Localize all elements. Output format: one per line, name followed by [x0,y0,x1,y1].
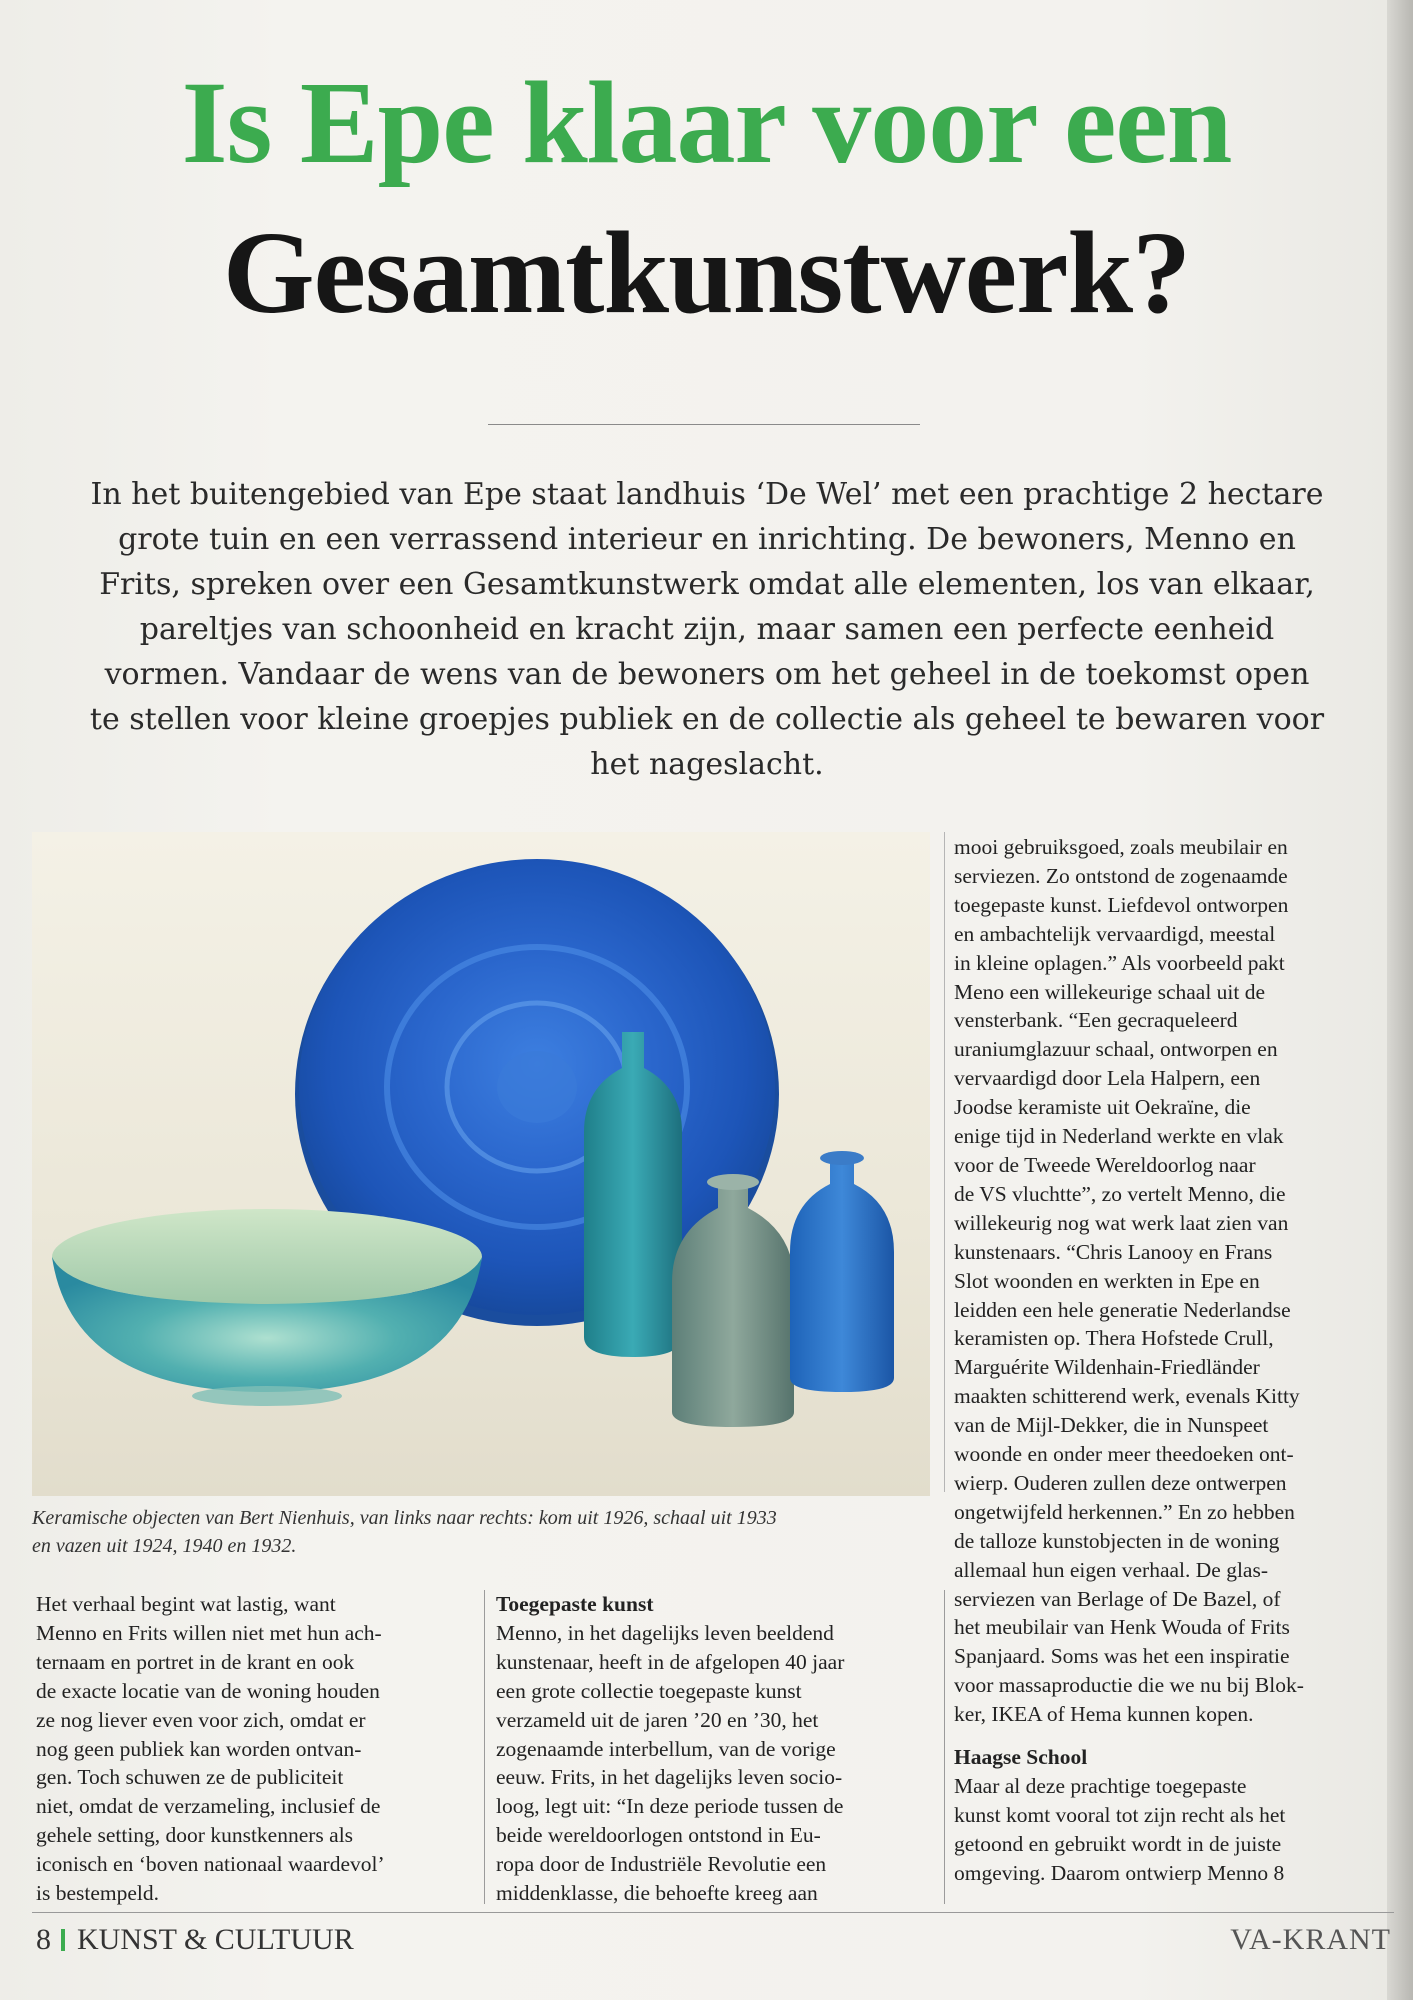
section-name: KUNST & CULTUUR [77,1923,354,1956]
column-divider [944,832,945,1492]
text-line: in kleine oplagen.” Als voorbeeld pakt [954,950,1285,975]
column-divider [944,1590,945,1904]
text-line: enige tijd in Nederland werkte en vlak [954,1124,1284,1149]
lead-line: het nageslacht. [590,747,824,782]
text-line: Menno en Frits willen niet met hun ach- [36,1620,382,1645]
text-line: nog geen publiek kan worden ontvan- [36,1736,362,1761]
article-column-1 [36,1590,476,1908]
page-number: 8 [36,1923,51,1956]
text-line: gehele setting, door kunstkenners als [36,1823,354,1848]
text-line: loog, legt uit: “In deze periode tussen de [496,1794,844,1819]
text-line: de exacte locatie van de woning houden [36,1678,380,1703]
text-line: zogenaamde interbellum, van de vorige [496,1736,836,1761]
text-line: is bestempeld. [36,1881,160,1906]
publication-name: VA-KRANT [1230,1923,1391,1956]
text-line: ker, IKEA of Hema kunnen kopen. [954,1702,1254,1727]
text-line: maakten schitterend werk, evenals Kitty [954,1384,1300,1409]
text-line: serviezen van Berlage of De Bazel, of [954,1586,1281,1611]
ceramics-illustration [32,832,930,1496]
text-line: keramisten op. Thera Hofstede Crull, [954,1326,1274,1351]
lead-line: grote tuin en een verrassend interieur en inrichting. De bewoners, Menno en [118,522,1296,557]
text-line: serviezen. Zo ontstond de zogenaamde [954,863,1288,888]
text-line: en ambachtelijk vervaardigd, meestal [954,921,1276,946]
footer-divider [32,1912,1394,1913]
text-line: ternaam en portret in de krant en ook [36,1649,355,1674]
text-line: gen. Toch schuwen ze de publiciteit [36,1765,344,1790]
lead-paragraph [26,472,1388,787]
text-line: mooi gebruiksgoed, zoals meubilair en [954,835,1288,859]
caption-line: en vazen uit 1924, 1940 en 1932. [32,1535,297,1557]
text-line: kunstenaars. “Chris Lanooy en Frans [954,1239,1273,1264]
text-line: Het verhaal begint wat lastig, want [36,1592,336,1616]
text-line: Joodse keramiste uit Oekraïne, die [954,1095,1251,1120]
text-line: uraniumglazuur schaal, ontworpen en [954,1037,1278,1062]
text-line: omgeving. Daarom ontwierp Menno 8 [954,1860,1285,1885]
footer-section-label [36,1920,354,1960]
headline-line-1: Is Epe klaar voor een [181,57,1232,188]
text-line: vensterbank. “Een gecraqueleerd [954,1008,1238,1033]
subheading-toegepaste-kunst: Toegepaste kunst [496,1592,654,1616]
text-line: Menno, in het dagelijks leven beeldend [496,1620,834,1645]
paragraph-gap [954,1729,1386,1743]
text-line: het meubilair van Henk Wouda of Frits [954,1615,1290,1640]
text-line: woonde en onder meer theedoeken ont- [954,1442,1294,1467]
text-line: beide wereldoorlogen ontstond in Eu- [496,1823,821,1848]
lead-line: pareltjes van schoonheid en kracht zijn, maar samen een perfecte eenheid [139,612,1275,647]
text-line: iconisch en ‘boven nationaal waardevol’ [36,1852,385,1877]
text-line: toegepaste kunst. Liefdevol ontworpen [954,892,1289,917]
bowl-inside [52,1209,482,1305]
text-line: voor de Tweede Wereldoorlog naar [954,1152,1256,1177]
lead-line: vormen. Vandaar de wens van de bewoners om het geheel in de toekomst open [104,657,1310,692]
text-line: willekeurig nog wat werk laat zien van [954,1210,1289,1235]
text-line: Slot woonden en werkten in Epe en [954,1268,1260,1293]
blue-vase [790,1158,894,1392]
subheading-haagse-school: Haagse School [954,1745,1088,1770]
photo-caption [32,1504,932,1560]
text-line: Maar al deze prachtige toegepaste [954,1774,1247,1798]
lead-line: Frits, spreken over een Gesamtkunstwerk omdat alle elementen, los van elkaar, [99,567,1315,602]
text-line: verzameld uit de jaren ’20 en ’30, het [496,1707,819,1732]
text-line: allemaal hun eigen verhaal. De glas- [954,1557,1268,1582]
headline-line-2: Gesamtkunstwerk? [222,207,1191,338]
text-line: Spanjaard. Soms was het een inspiratie [954,1644,1290,1669]
article-column-2 [496,1590,936,1908]
text-line: vervaardigd door Lela Halpern, een [954,1066,1261,1091]
lead-line: te stellen voor kleine groepjes publiek en de collectie als geheel te bewaren voor [89,702,1325,737]
ceramics-photo [32,832,930,1496]
text-line: een grote collectie toegepaste kunst [496,1678,802,1703]
text-line: kunst komt vooral tot zijn recht als het [954,1802,1286,1827]
text-line: de talloze kunstobjecten in de woning [954,1528,1280,1553]
article-column-3 [954,833,1386,1888]
headline-divider [488,424,920,425]
text-line: ongetwijfeld herkennen.” En zo hebben [954,1499,1295,1524]
text-line: voor massaproductie die we nu bij Blok- [954,1673,1304,1698]
text-line: ze nog liever even voor zich, omdat er [36,1707,366,1732]
text-line: kunstenaar, heeft in de afgelopen 40 jaar [496,1649,845,1674]
text-line: Marguérite Wildenhain-Friedländer [954,1355,1260,1380]
caption-line: Keramische objecten van Bert Nienhuis, van links naar rechts: kom uit 1926, schaal uit 1933 [32,1507,777,1529]
text-line: middenklasse, die behoefte kreeg aan [496,1881,818,1906]
text-line: getoond en gebruikt wordt in de juiste [954,1831,1282,1856]
text-line: de VS vluchtte”, zo vertelt Menno, die [954,1181,1286,1206]
text-line: van de Mijl-Dekker, die in Nunspeet [954,1413,1269,1438]
text-line: Meno een willekeurige schaal uit de [954,979,1266,1004]
text-line: niet, omdat de verzameling, inclusief de [36,1794,381,1819]
text-line: ropa door de Industriële Revolutie een [496,1852,827,1877]
lead-line: In het buitengebied van Epe staat landhuis ‘De Wel’ met een prachtige 2 hectare [90,477,1324,512]
text-line: wierp. Ouderen zullen deze ontwerpen [954,1470,1287,1495]
footer-accent-bar [61,1929,65,1951]
column-divider [484,1590,485,1904]
text-line: leidden een hele generatie Nederlandse [954,1297,1291,1322]
text-line: eeuw. Frits, in het dagelijks leven socio- [496,1765,843,1790]
